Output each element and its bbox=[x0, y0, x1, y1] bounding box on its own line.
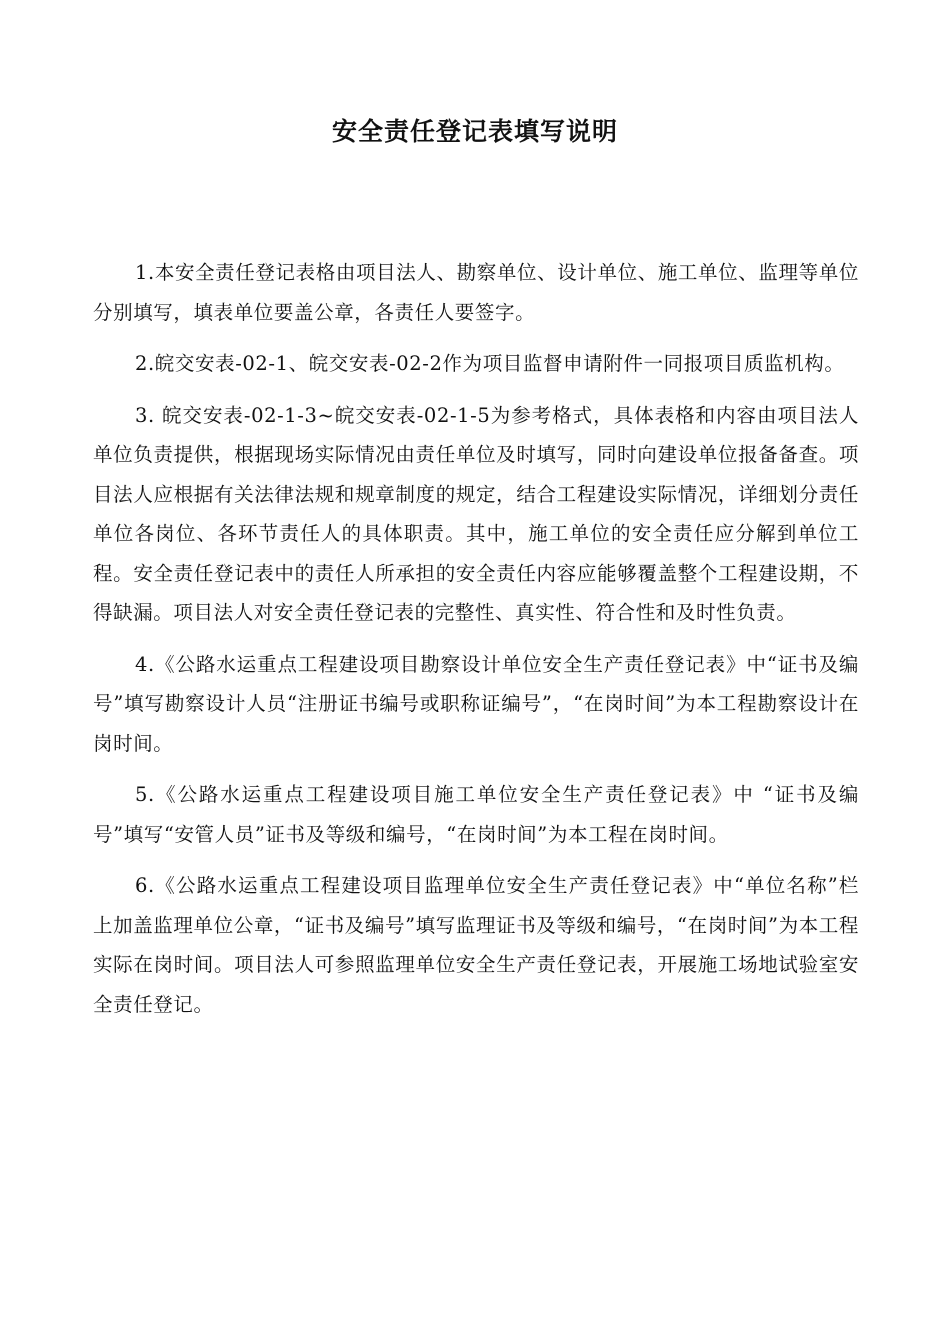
instruction-paragraph-2: 2.皖交安表-02-1、皖交安表-02-2作为项目监督申请附件一同报项目质监机构。 bbox=[135, 352, 845, 375]
instruction-paragraph-5: 5.《公路水运重点工程建设项目施工单位安全生产责任登记表》中 “证书及编号”填写“安管人员”证书及等级和编号，“在岗时间”为本工程在岗时间。 bbox=[93, 783, 859, 846]
instruction-paragraph-1: 1.本安全责任登记表格由项目法人、勘察单位、设计单位、施工单位、监理等单位分别填写，填表单位要盖公章，各责任人要签字。 bbox=[93, 261, 859, 324]
instruction-paragraph-3: 3. 皖交安表-02-1-3~皖交安表-02-1-5为参考格式，具体表格和内容由项目法人单位负责提供，根据现场实际情况由责任单位及时填写，同时向建设单位报备备查。项目法人应根据有关法律法规和规章制度的规定，结合工程建设实际情况，详细划分责任单位各岗位、各环节责任人的具体职责。其中，施工单位的安全责任应分解到单位工程。安全责任登记表中的责任人所承担的安全责任内容应能够覆盖整个工程建设期，不得缺漏。项目法人对安全责任登记表的完整性、真实性、符合性和及时性负责。 bbox=[93, 403, 859, 624]
instruction-paragraph-4: 4.《公路水运重点工程建设项目勘察设计单位安全生产责任登记表》中“证书及编号”填写勘察设计人员“注册证书编号或职称证编号”，“在岗时间”为本工程勘察设计在岗时间。 bbox=[93, 652, 859, 755]
document-title: 安全责任登记表填写说明 bbox=[331, 117, 618, 146]
instruction-paragraph-6: 6.《公路水运重点工程建设项目监理单位安全生产责任登记表》中“单位名称”栏上加盖监理单位公章，“证书及编号”填写监理证书及等级和编号，“在岗时间”为本工程实际在岗时间。项目法人可参照监理单位安全生产责任登记表，开展施工场地试验室安全责任登记。 bbox=[93, 874, 859, 1016]
document-body bbox=[93, 253, 859, 1036]
